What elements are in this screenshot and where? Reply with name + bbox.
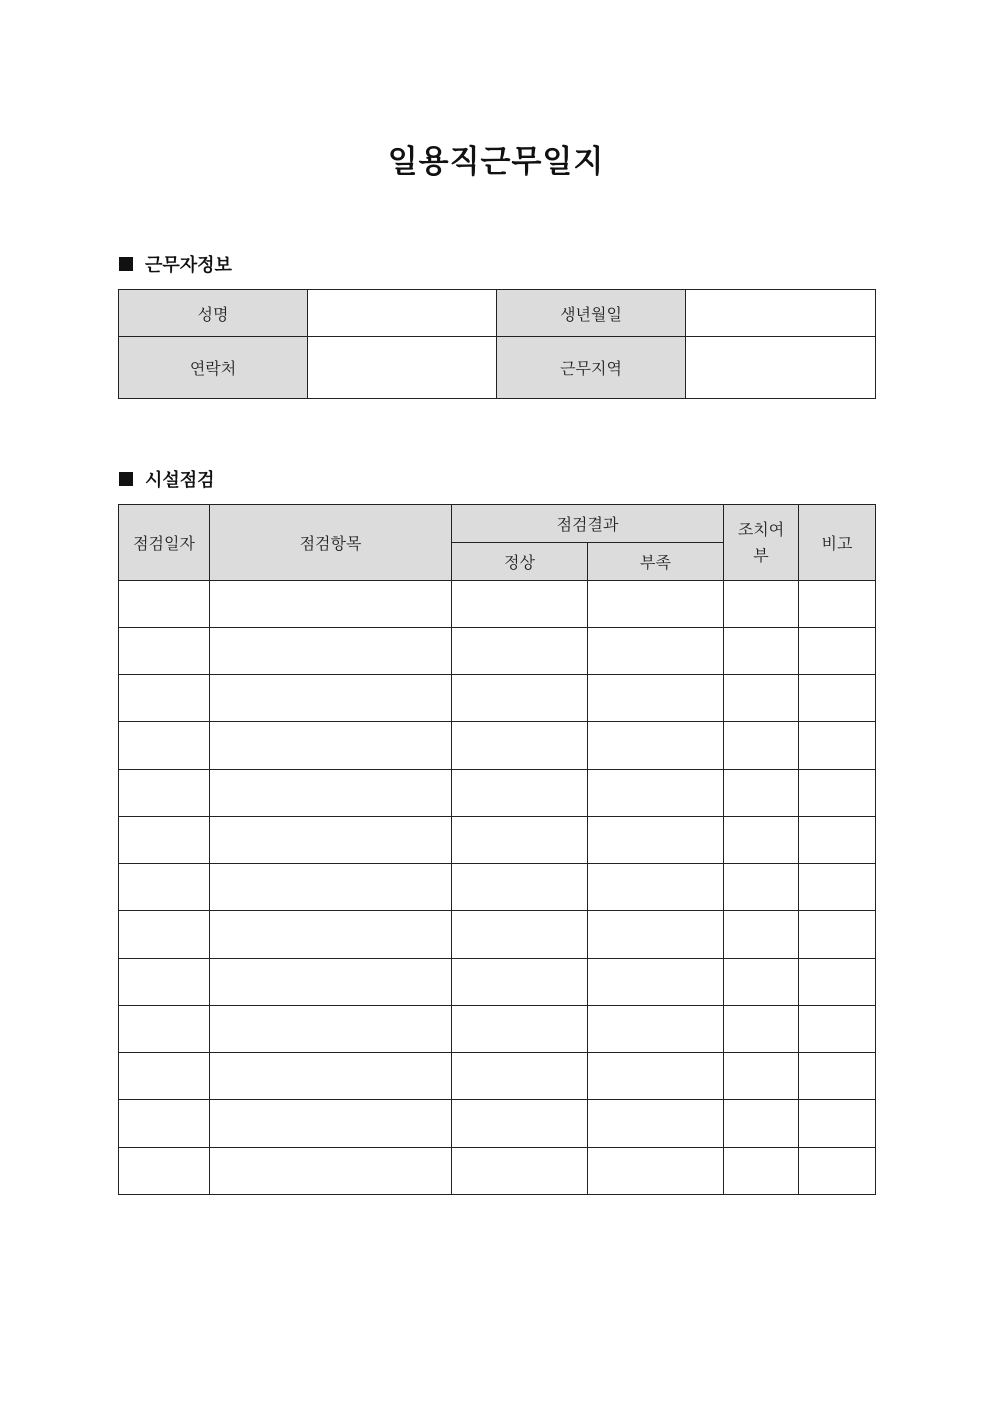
cell-date[interactable] [119, 675, 210, 722]
cell-remarks[interactable] [799, 1148, 876, 1195]
cell-normal[interactable] [452, 1100, 588, 1148]
cell-action[interactable] [724, 770, 799, 817]
table-row [119, 1148, 876, 1195]
cell-date[interactable] [119, 722, 210, 770]
cell-date[interactable] [119, 864, 210, 911]
cell-action[interactable] [724, 722, 799, 770]
table-row [119, 628, 876, 675]
cell-item[interactable] [210, 1053, 452, 1100]
cell-date[interactable] [119, 1053, 210, 1100]
cell-item[interactable] [210, 770, 452, 817]
cell-remarks[interactable] [799, 581, 876, 628]
cell-item[interactable] [210, 817, 452, 864]
table-row [119, 864, 876, 911]
cell-remarks[interactable] [799, 959, 876, 1006]
cell-action[interactable] [724, 675, 799, 722]
cell-normal[interactable] [452, 675, 588, 722]
cell-item[interactable] [210, 959, 452, 1006]
cell-shortage[interactable] [588, 1053, 724, 1100]
cell-normal[interactable] [452, 864, 588, 911]
cell-date[interactable] [119, 911, 210, 959]
cell-shortage[interactable] [588, 1100, 724, 1148]
cell-item[interactable] [210, 675, 452, 722]
cell-normal[interactable] [452, 1053, 588, 1100]
col-header-remarks: 비고 [799, 505, 876, 581]
cell-shortage[interactable] [588, 1006, 724, 1053]
cell-action[interactable] [724, 1148, 799, 1195]
cell-shortage[interactable] [588, 911, 724, 959]
contact-field[interactable] [308, 337, 497, 399]
cell-normal[interactable] [452, 959, 588, 1006]
table-row [119, 770, 876, 817]
col-header-action: 조치여부 [724, 505, 799, 581]
table-row [119, 1053, 876, 1100]
cell-remarks[interactable] [799, 1053, 876, 1100]
square-bullet-icon [119, 257, 133, 271]
contact-label: 연락처 [119, 337, 308, 399]
table-row [119, 1006, 876, 1053]
facility-inspection-table [118, 504, 876, 1195]
cell-item[interactable] [210, 628, 452, 675]
cell-action[interactable] [724, 959, 799, 1006]
cell-remarks[interactable] [799, 628, 876, 675]
cell-normal[interactable] [452, 1006, 588, 1053]
cell-item[interactable] [210, 1148, 452, 1195]
cell-shortage[interactable] [588, 817, 724, 864]
cell-action[interactable] [724, 817, 799, 864]
name-field[interactable] [308, 290, 497, 337]
work-area-label: 근무지역 [497, 337, 686, 399]
cell-remarks[interactable] [799, 675, 876, 722]
cell-action[interactable] [724, 1006, 799, 1053]
cell-shortage[interactable] [588, 628, 724, 675]
cell-date[interactable] [119, 1100, 210, 1148]
cell-remarks[interactable] [799, 770, 876, 817]
cell-shortage[interactable] [588, 1148, 724, 1195]
cell-date[interactable] [119, 628, 210, 675]
cell-normal[interactable] [452, 911, 588, 959]
cell-date[interactable] [119, 1148, 210, 1195]
facility-inspection-heading-text: 시설점검 [145, 470, 215, 491]
cell-item[interactable] [210, 1006, 452, 1053]
cell-shortage[interactable] [588, 770, 724, 817]
cell-shortage[interactable] [588, 864, 724, 911]
cell-remarks[interactable] [799, 722, 876, 770]
square-bullet-icon [119, 472, 133, 486]
cell-item[interactable] [210, 911, 452, 959]
table-row [119, 1100, 876, 1148]
col-header-normal: 정상 [452, 543, 588, 581]
cell-action[interactable] [724, 581, 799, 628]
birthdate-label: 생년월일 [497, 290, 686, 337]
col-header-shortage: 부족 [588, 543, 724, 581]
cell-date[interactable] [119, 1006, 210, 1053]
cell-remarks[interactable] [799, 817, 876, 864]
cell-remarks[interactable] [799, 1006, 876, 1053]
col-header-date: 점검일자 [119, 505, 210, 581]
cell-action[interactable] [724, 864, 799, 911]
cell-action[interactable] [724, 1053, 799, 1100]
page-title: 일용직근무일지 [387, 144, 605, 180]
worker-info-table [118, 289, 876, 399]
table-row [119, 675, 876, 722]
cell-action[interactable] [724, 911, 799, 959]
table-row [119, 581, 876, 628]
col-header-item: 점검항목 [210, 505, 452, 581]
cell-normal[interactable] [452, 581, 588, 628]
table-row [119, 817, 876, 864]
table-row [119, 911, 876, 959]
cell-shortage[interactable] [588, 675, 724, 722]
facility-inspection-heading [119, 467, 215, 491]
worker-info-heading [119, 252, 232, 276]
cell-shortage[interactable] [588, 959, 724, 1006]
table-row [119, 959, 876, 1006]
cell-remarks[interactable] [799, 864, 876, 911]
cell-normal[interactable] [452, 722, 588, 770]
cell-action[interactable] [724, 1100, 799, 1148]
cell-normal[interactable] [452, 817, 588, 864]
cell-item[interactable] [210, 722, 452, 770]
name-label: 성명 [119, 290, 308, 337]
work-area-field[interactable] [686, 337, 876, 399]
table-row [119, 722, 876, 770]
col-header-result: 점검결과 [452, 505, 724, 543]
cell-item[interactable] [210, 581, 452, 628]
cell-action[interactable] [724, 628, 799, 675]
cell-remarks[interactable] [799, 1100, 876, 1148]
cell-normal[interactable] [452, 628, 588, 675]
cell-shortage[interactable] [588, 722, 724, 770]
cell-normal[interactable] [452, 770, 588, 817]
cell-date[interactable] [119, 770, 210, 817]
cell-item[interactable] [210, 864, 452, 911]
birthdate-field[interactable] [686, 290, 876, 337]
cell-shortage[interactable] [588, 581, 724, 628]
cell-date[interactable] [119, 959, 210, 1006]
worker-info-heading-text: 근무자정보 [145, 255, 232, 276]
cell-remarks[interactable] [799, 911, 876, 959]
cell-date[interactable] [119, 581, 210, 628]
cell-date[interactable] [119, 817, 210, 864]
cell-item[interactable] [210, 1100, 452, 1148]
cell-normal[interactable] [452, 1148, 588, 1195]
